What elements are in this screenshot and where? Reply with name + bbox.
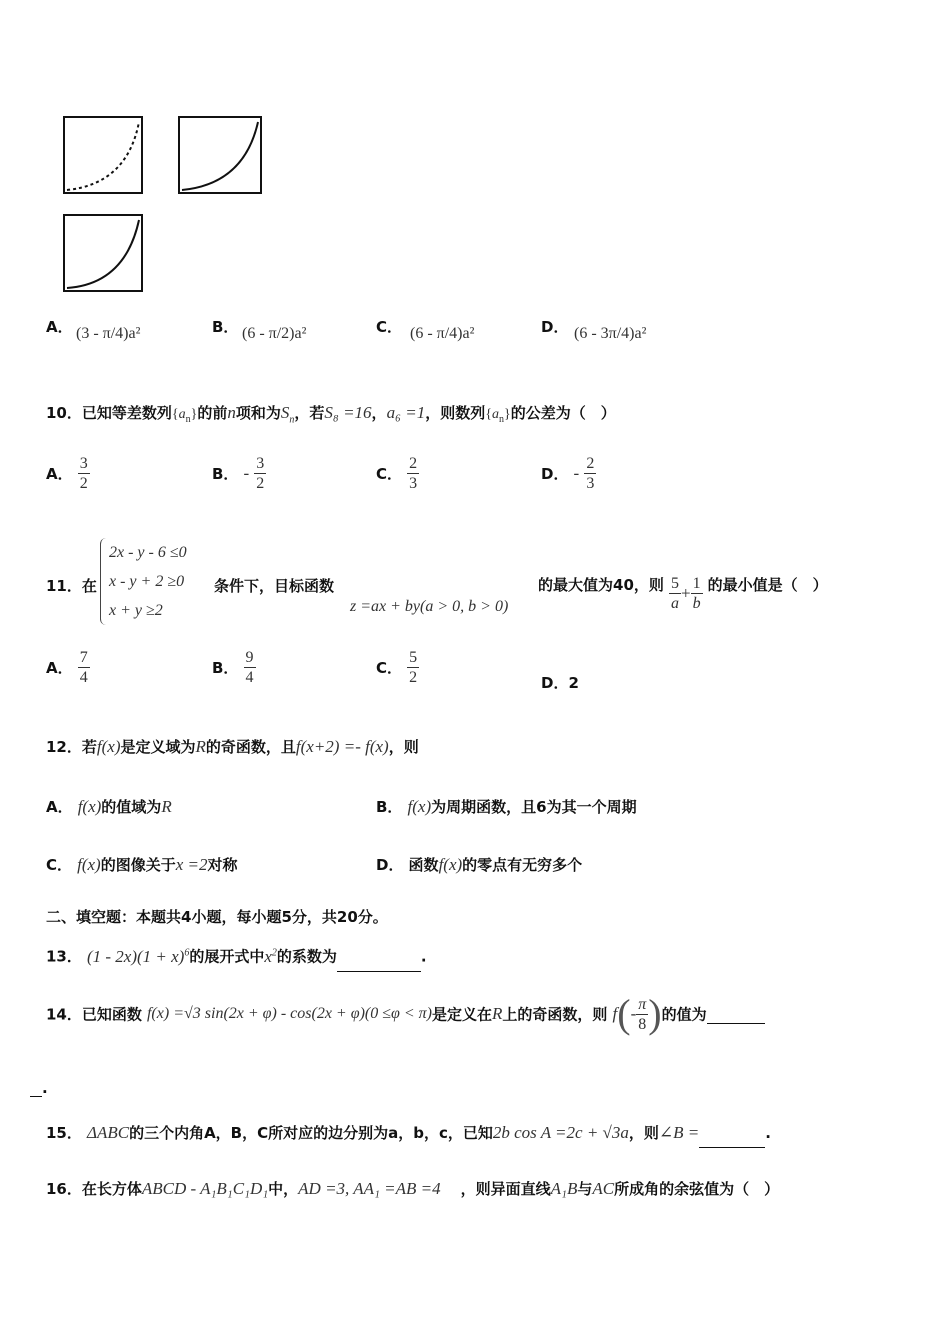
- x-squared: $x^2$: [264, 946, 277, 966]
- q11-text2: 条件下，目标函数: [214, 577, 335, 595]
- triangle-abc: ΔABC: [86, 1123, 130, 1142]
- option-label: A．: [46, 318, 73, 336]
- q12-text3: 的奇函数，且: [205, 738, 296, 756]
- figure-solid-curve-1: [178, 116, 262, 194]
- q11-text4: 的最小值是（ ）: [707, 576, 828, 594]
- option-label: D．: [541, 674, 569, 692]
- option-label: A．: [46, 798, 73, 816]
- q12-optD-text2: 的零点有无穷多个: [462, 856, 583, 874]
- q11-option-c[interactable]: [376, 648, 419, 687]
- fraction: $\frac{3}{2}$: [256, 455, 265, 492]
- q11-number: 11．在: [46, 577, 97, 595]
- seq-an: $\{a_n\}$: [171, 407, 198, 425]
- q12-option-c[interactable]: [46, 850, 238, 880]
- q12-eq: f(x+2) =- f(x): [295, 737, 389, 756]
- fraction-5-a: $\frac{5}{a}$: [670, 575, 679, 612]
- question-12: [46, 732, 419, 762]
- q14-text2: 是定义在: [432, 1005, 493, 1024]
- option-label: B．: [212, 659, 239, 677]
- q11-option-a[interactable]: [46, 648, 90, 687]
- plus: +: [680, 583, 691, 603]
- angle-b: ∠B =: [658, 1123, 700, 1142]
- option-label: D．: [541, 318, 569, 336]
- q11-system: [100, 538, 187, 625]
- fx: f(x): [407, 797, 432, 816]
- line-a1b: A₁B: [550, 1179, 578, 1198]
- fraction: $\frac{7}{4}$: [79, 649, 88, 686]
- q9-option-a[interactable]: [46, 316, 73, 337]
- q16-text5: 所成角的余弦值为（ ）: [614, 1180, 780, 1198]
- q10-text6: ，则数列: [425, 404, 486, 422]
- q15-text2: ，则: [628, 1124, 659, 1142]
- q12-text2: 是定义域为: [120, 738, 196, 756]
- system-line-2: x - y + 2 ≥0: [109, 573, 185, 590]
- fraction-1-b: $\frac{1}{b}$: [692, 575, 701, 612]
- option-label: D．: [541, 465, 569, 483]
- question-15: [46, 1118, 771, 1148]
- q12-optD-text1: 函数: [408, 856, 439, 874]
- option-label: C．: [376, 465, 403, 483]
- figure-solid-curve-2: [63, 214, 143, 292]
- q12-optA-text: 的值域为: [101, 798, 162, 816]
- q16-text3: ，则异面直线: [460, 1180, 551, 1198]
- q10-cond2: a₆ =1: [386, 403, 426, 422]
- answer-blank[interactable]: [337, 971, 421, 972]
- q9-option-a-expr: (3 - π/4)a²: [76, 325, 141, 342]
- fx: f(x): [438, 855, 463, 874]
- minus-sign: -: [243, 463, 250, 483]
- q9-option-d[interactable]: [541, 316, 568, 337]
- q16-text2: 中，: [268, 1180, 299, 1198]
- q13-expr: $(1 - 2x)(1 + x)^6$: [86, 946, 190, 966]
- q10-text2: 的前: [197, 404, 228, 422]
- option-label: B．: [212, 318, 239, 336]
- option-label: B．: [376, 798, 403, 816]
- option-label: C．: [46, 856, 73, 874]
- q11-text3: 的最大值为40，则: [538, 576, 664, 594]
- figure-dashed-curve: [63, 116, 143, 194]
- q15-text1: 的三个内角A，B，C所对应的边分别为a，b，c，已知: [129, 1124, 493, 1142]
- fx: f(x): [77, 855, 101, 874]
- seq-an-2: $\{a_n\}$: [485, 407, 511, 425]
- q9-option-b-expr: (6 - π/2)a²: [242, 325, 307, 342]
- question-14: [46, 991, 765, 1036]
- q16-text4: 与: [577, 1180, 593, 1198]
- q12-optB-text: 为周期函数，且6为其一个周期: [431, 798, 637, 816]
- q11-tail: [538, 574, 828, 613]
- period: .: [42, 1079, 48, 1097]
- period: .: [420, 947, 427, 966]
- left-paren: (: [617, 991, 631, 1036]
- q12-option-a[interactable]: [46, 792, 172, 822]
- q10-option-c[interactable]: [376, 454, 419, 493]
- q9-option-c[interactable]: [376, 316, 402, 337]
- q10-text1: 已知等差数列: [81, 404, 172, 422]
- question-10: [46, 398, 616, 435]
- answer-blank[interactable]: [699, 1127, 765, 1148]
- system-line-1: 2x - y - 6 ≤0: [109, 544, 187, 561]
- q12-text1: 若: [81, 738, 97, 756]
- cuboid-name: ABCD - A₁B₁C₁D₁: [141, 1179, 269, 1198]
- q10-option-b[interactable]: [212, 454, 266, 493]
- answer-blank[interactable]: [707, 1005, 765, 1024]
- q14-text4: 的值为: [661, 1005, 707, 1024]
- minus: -: [630, 1004, 637, 1023]
- q9-option-d-expr: (6 - 3π/4)a²: [574, 325, 647, 342]
- option-value: 2: [568, 674, 579, 692]
- q10-text7: 的公差为（ ）: [510, 404, 616, 422]
- q14-expr: f(x) =√3 sin(2x + φ) - cos(2x + φ)(0 ≤φ < π): [146, 1005, 433, 1022]
- q10-text4: ，若: [294, 404, 325, 422]
- period: .: [765, 1124, 771, 1142]
- q15-expr: 2b cos A =2c + √3a: [492, 1123, 629, 1142]
- f: f: [612, 1004, 618, 1023]
- q12-optC-eq: x =2: [175, 855, 208, 874]
- q11-option-b[interactable]: [212, 648, 256, 687]
- fx: f(x): [77, 797, 102, 816]
- option-label: C．: [376, 659, 403, 677]
- question-number: 10．: [46, 404, 82, 422]
- q11-objective: z =ax + by(a > 0, b > 0): [350, 598, 509, 615]
- option-label: A．: [46, 465, 73, 483]
- q9-option-b[interactable]: [212, 316, 238, 337]
- solid-curve-graphic-2: [65, 216, 141, 290]
- question-16: [46, 1174, 779, 1204]
- q14-text3: 上的奇函数，则: [502, 1005, 608, 1024]
- q10-cond1: S₈ =16: [324, 403, 372, 422]
- fraction: $\frac{3}{2}$: [79, 455, 88, 492]
- answer-blank-cont[interactable]: [30, 1082, 42, 1097]
- fraction: $\frac{9}{4}$: [245, 649, 254, 686]
- q10-option-a[interactable]: [46, 454, 90, 493]
- q14-blank-continuation: [30, 1078, 48, 1097]
- q12-optC-text1: 的图像关于: [100, 856, 176, 874]
- q14-text1: 已知函数: [81, 1005, 142, 1024]
- q12-text4: ，则: [388, 738, 419, 756]
- dashed-curve-graphic: [65, 118, 141, 192]
- R: R: [492, 1004, 503, 1023]
- q12-option-b[interactable]: [376, 792, 637, 822]
- R: R: [195, 737, 206, 756]
- fraction: $\frac{2}{3}$: [409, 455, 418, 492]
- right-paren: ): [648, 991, 662, 1036]
- solid-curve-graphic: [180, 118, 260, 192]
- minus-sign: -: [573, 463, 580, 483]
- question-number: 14．: [46, 1005, 82, 1024]
- q11-option-d[interactable]: [541, 672, 579, 693]
- option-label: B．: [212, 465, 239, 483]
- q10-option-d[interactable]: [541, 454, 596, 493]
- question-13: [46, 938, 427, 972]
- option-label: C．: [376, 318, 403, 336]
- q10-n: n: [227, 403, 236, 422]
- option-label: A．: [46, 659, 73, 677]
- question-number: 13．: [46, 947, 82, 966]
- section-2-heading: 二、填空题：本题共4小题，每小题5分，共20分。: [46, 908, 388, 926]
- q13-text1: 的展开式中: [189, 947, 265, 966]
- line-ac: AC: [592, 1179, 615, 1198]
- sum-sn: $S_n$: [280, 403, 295, 426]
- q10-text3: 项和为: [235, 404, 281, 422]
- q13-text2: 的系数为: [276, 947, 337, 966]
- q12-option-d[interactable]: [376, 850, 582, 880]
- fx: f(x): [96, 737, 121, 756]
- q16-text1: 在长方体: [81, 1180, 142, 1198]
- question-number: 15．: [46, 1124, 82, 1142]
- q16-cond: AD =3, AA₁ =AB =4: [298, 1179, 441, 1198]
- q10-text5: ，: [371, 404, 387, 422]
- R: R: [161, 797, 172, 816]
- q12-optC-text2: 对称: [207, 856, 238, 874]
- system-line-3: x + y ≥2: [109, 602, 163, 619]
- fraction: $\frac{2}{3}$: [586, 455, 595, 492]
- option-label: D．: [376, 856, 404, 874]
- fraction: $\frac{5}{2}$: [409, 649, 418, 686]
- question-number: 12．: [46, 738, 82, 756]
- q9-option-c-expr: (6 - π/4)a²: [410, 325, 475, 342]
- fraction-pi-8: $\frac{\pi}{8}$: [638, 995, 647, 1033]
- question-number: 16．: [46, 1180, 82, 1198]
